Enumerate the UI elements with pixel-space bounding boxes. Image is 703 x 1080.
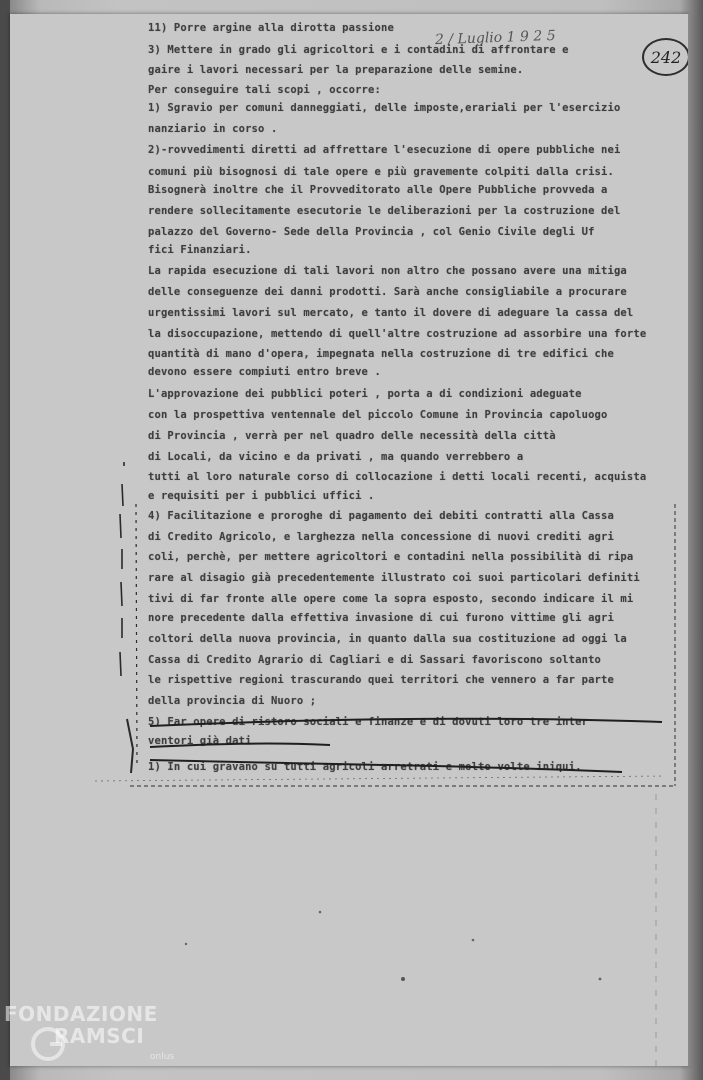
text-line: quantità di mano d'opera, impegnata nella costruzione di tre edifici che — [148, 348, 614, 360]
text-line: L'approvazione dei pubblici poteri , porta a di condizioni adeguate — [148, 388, 582, 400]
text-line: 11) Porre argine alla dirotta passione — [148, 22, 394, 34]
text-line: di Provincia , verrà per nel quadro delle necessità della città — [148, 430, 556, 442]
scan-left-edge — [0, 0, 10, 1080]
text-line: 1) Sgravio per comuni danneggiati, delle imposte,erariali per l'esercizio — [148, 102, 621, 114]
text-line: palazzo del Governo- Sede della Provincia , col Genio Civile degli Uf — [148, 226, 595, 238]
text-line: delle conseguenze dei danni prodotti. Sarà anche consigliabile a procurare — [148, 286, 627, 298]
text-line: con la prospettiva ventennale del piccolo Comune in Provincia capoluogo — [148, 409, 608, 421]
text-line: 3) Mettere in grado gli agricoltori e i contadini di affrontare e — [148, 44, 569, 56]
scan-speck — [472, 939, 475, 942]
text-line: 2)-rovvedimenti diretti ad affrettare l'esecuzione di opere pubbliche nei — [148, 144, 621, 156]
text-line: nore precedente dalla effettiva invasione di cui furono vittime gli agri — [148, 612, 614, 624]
text-line: nanziario in corso . — [148, 123, 278, 135]
text-line: Per conseguire tali scopi , occorre: — [148, 84, 381, 96]
text-line: 1) In cui gravano su tutti agricoli arretrati e molto volte iniqui. — [148, 761, 582, 773]
margin-mark — [127, 719, 133, 773]
handwritten-date: 2 / Luglio 1 9 2 5 — [434, 27, 556, 49]
scan-right-edge — [688, 14, 703, 1066]
faint-line — [95, 776, 665, 781]
text-line: di Credito Agricolo, e larghezza nella concessione di nuovi crediti agri — [148, 531, 614, 543]
text-line: la disoccupazione, mettendo di quell'altre costruzione ad assorbire una forte — [148, 328, 647, 340]
scan-speck — [319, 911, 322, 914]
scan-speck — [185, 943, 187, 945]
text-line: comuni più bisognosi di tale opere e più gravemente colpiti dalla crisi. — [148, 166, 614, 178]
archive-watermark-logo: FONDAZIONE RAMSCI onlus — [4, 1002, 175, 1062]
scan-speck — [599, 978, 602, 981]
text-line: devono essere compiuti entro breve . — [148, 366, 381, 378]
text-line: ventori già dati — [148, 735, 252, 747]
text-line: 4) Facilitazione e proroghe di pagamento dei debiti contratti alla Cassa — [148, 510, 614, 522]
text-line: tutti al loro naturale corso di collocazione i detti locali recenti, acquista — [148, 471, 647, 483]
text-line: rare al disagio già precedentemente illustrato coi suoi particolari definiti — [148, 572, 640, 584]
text-line: coltori della nuova provincia, in quanto dalla sua costituzione ad oggi la — [148, 633, 627, 645]
page-number: 242 — [650, 47, 682, 67]
text-line: coli, perchè, per mettere agricoltori e contadini nella possibilità di ripa — [148, 551, 634, 563]
text-line: 5) Far opere di ristoro sociali e finanze e di dovuti loro tre inter — [148, 716, 589, 728]
text-line: fici Finanziari. — [148, 244, 252, 256]
scan-speck — [401, 977, 405, 981]
document-sheet — [10, 14, 688, 1066]
text-line: gaire i lavori necessari per la preparazione delle semine. — [148, 64, 524, 76]
text-line: tivi di far fronte alle opere come la sopra esposto, secondo indicare il mi — [148, 593, 634, 605]
text-line: di Locali, da vicino e da privati , ma quando verrebbero a — [148, 451, 524, 463]
margin-mark — [120, 462, 124, 676]
text-line: e requisiti per i pubblici uffici . — [148, 490, 375, 502]
text-line: urgentissimi lavori sul mercato, e tanto il dovere di adeguare la cassa del — [148, 307, 634, 319]
page-number-stamp — [642, 38, 690, 76]
text-line: della provincia di Nuoro ; — [148, 695, 317, 707]
margin-mark — [136, 504, 137, 764]
text-line: le rispettive regioni trascurando quei territori che vennero a far parte — [148, 674, 614, 686]
text-line: La rapida esecuzione di tali lavori non altro che possano avere una mitiga — [148, 265, 627, 277]
text-line: Bisognerà inoltre che il Provveditorato alle Opere Pubbliche provveda a — [148, 184, 608, 196]
text-line: rendere sollecitamente esecutorie le deliberazioni per la costruzione del — [148, 205, 621, 217]
text-line: Cassa di Credito Agrario di Cagliari e di Sassari favoriscono soltanto — [148, 654, 602, 666]
